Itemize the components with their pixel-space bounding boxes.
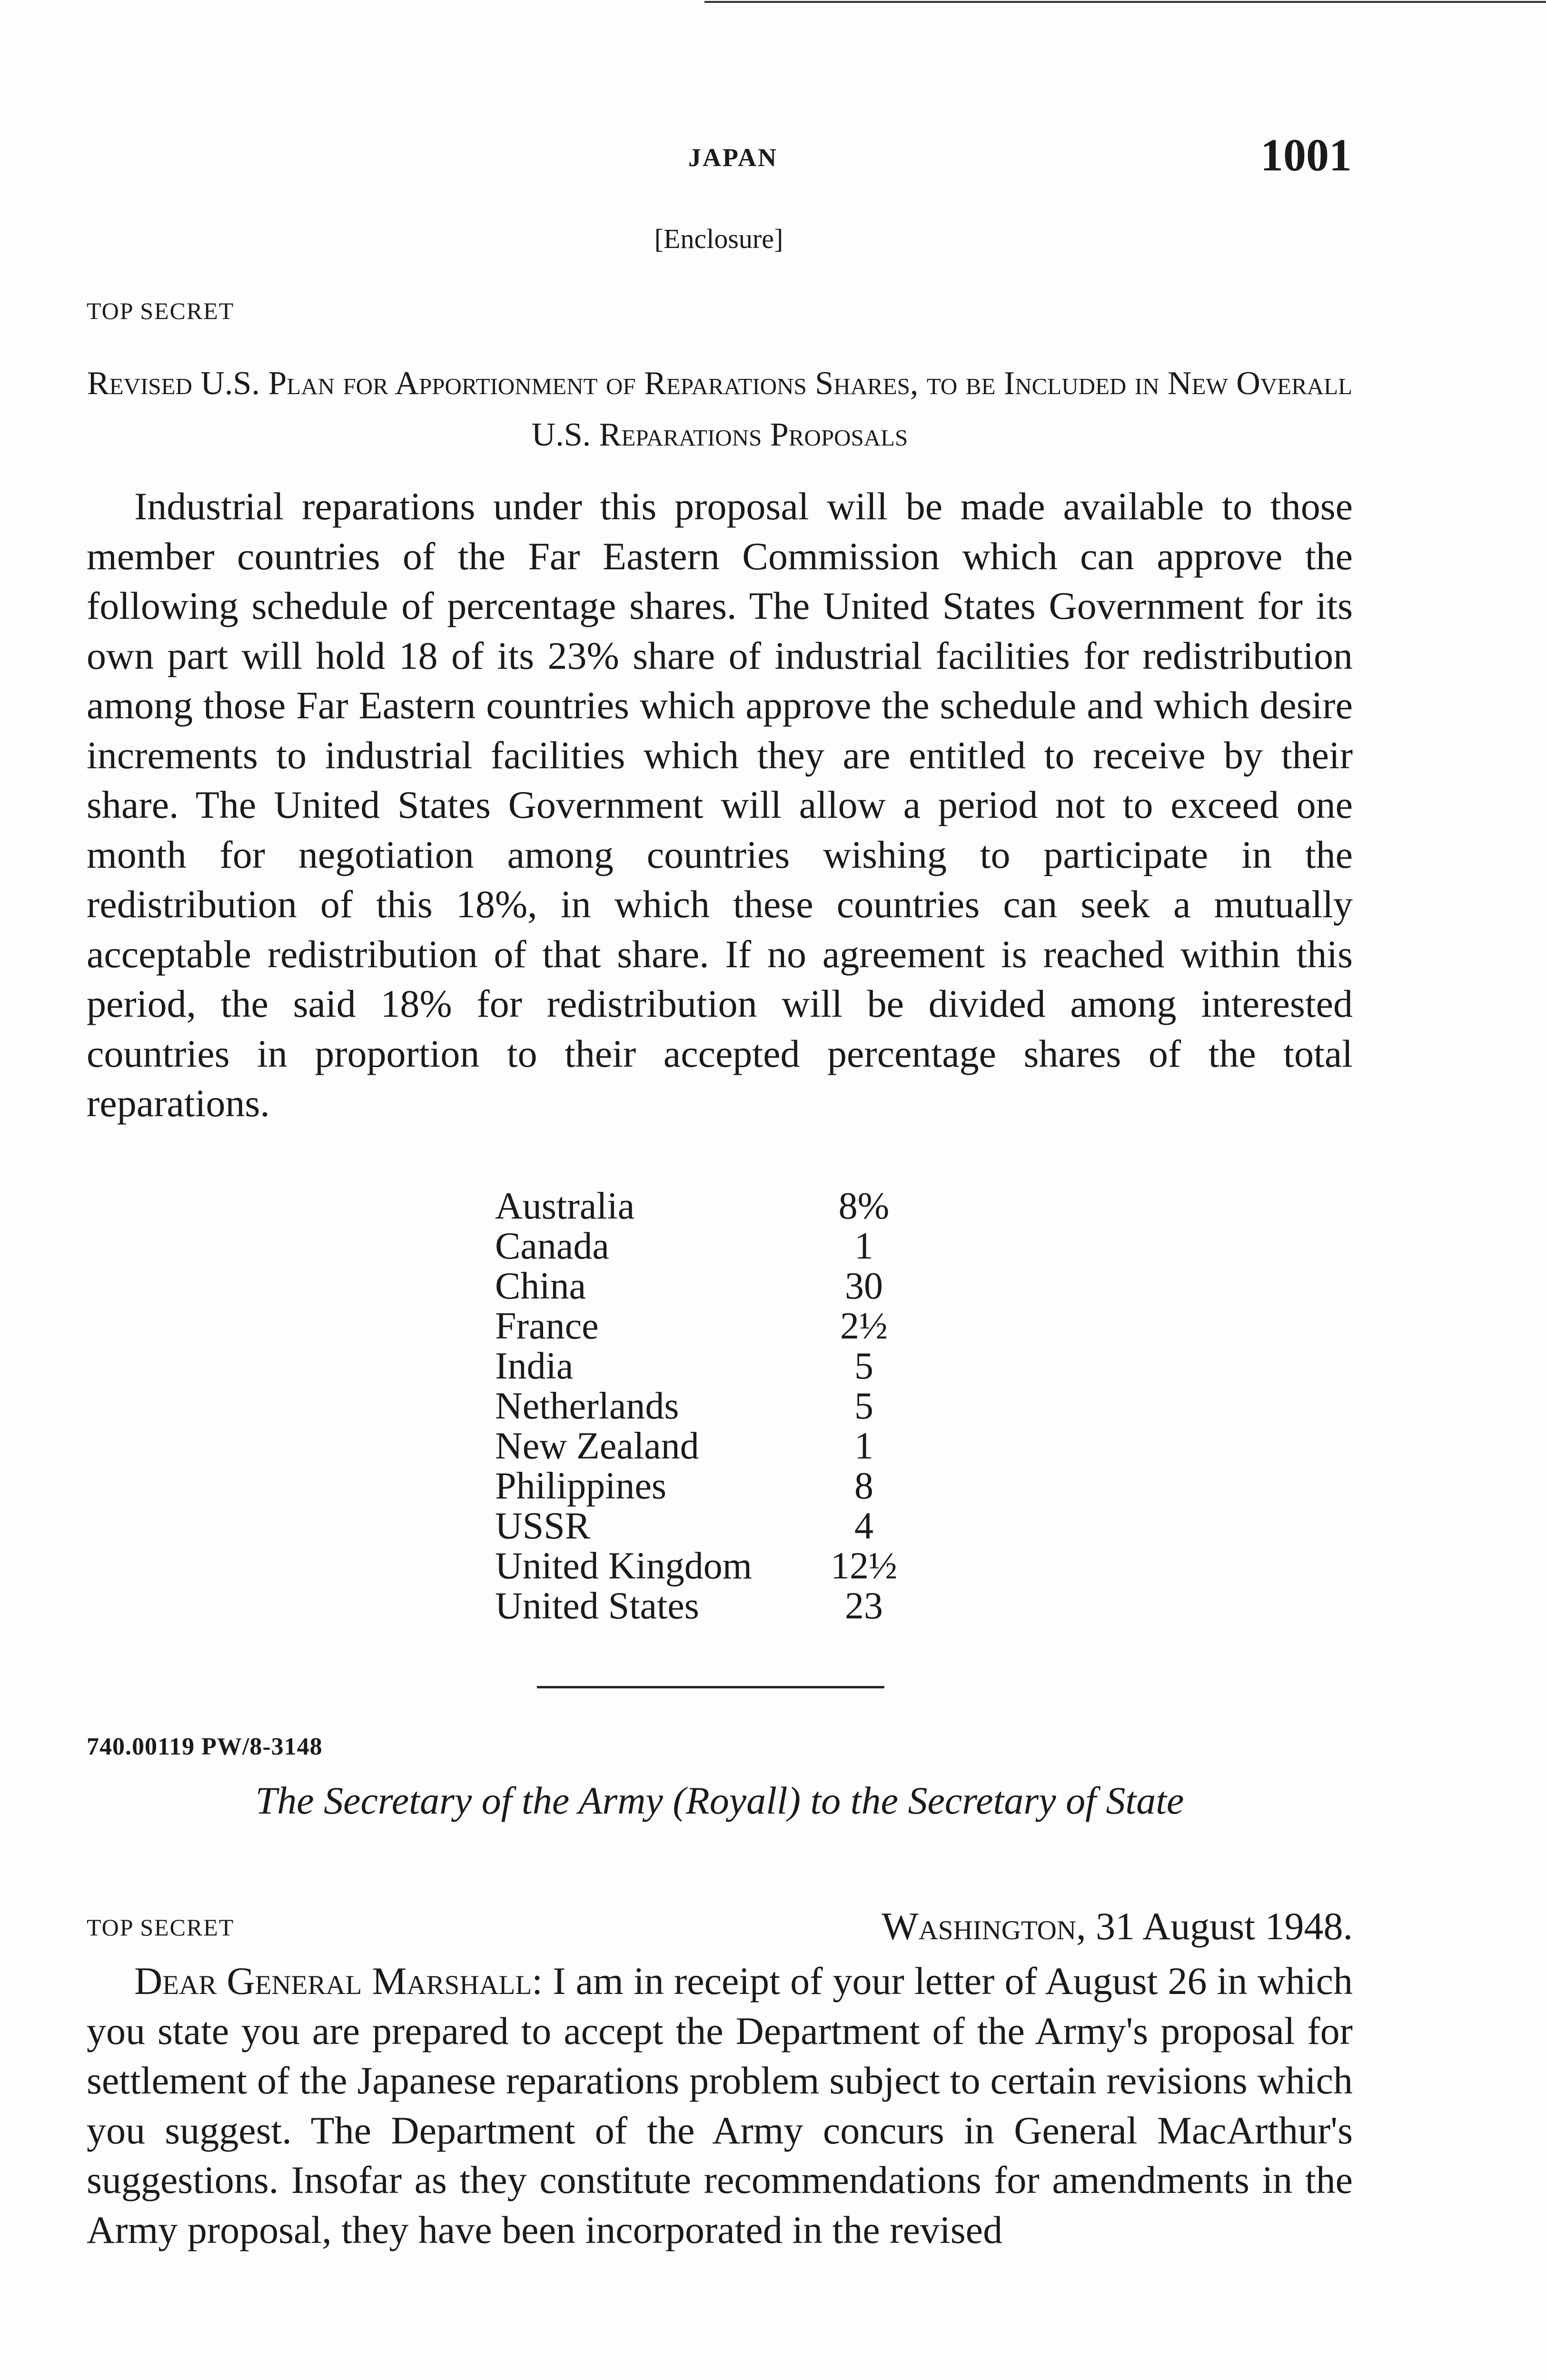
- letter-classification: TOP SECRET: [87, 1914, 235, 1941]
- share-cell: 12½: [831, 1545, 897, 1587]
- body-paragraph: Industrial reparations under this proposal will be made available to those member countries of the Far Eastern Commission which can approve the following schedule of percentage shares. The United States Government for its own part will hold 18 of its 23% share of industrial facilities for redistribution among those Far Eastern countries which approve the schedule and which desire increments to industrial facilities which they are entitled to receive by their share. The United States Government will allow a period not to exceed one month for negotiation among countries wishing to participate in the redistribution of this 18%, in which these countries can seek a mutually acceptable redistribution of that share. If no agreement is reached within this period, the said 18% for redistribution will be divided among interested countries in proportion to their accepted percentage shares of the total reparations.: [87, 485, 1353, 1125]
- letter-dateline: [666, 1904, 1353, 1949]
- table-row: [495, 1546, 923, 1586]
- share-cell: 1: [854, 1425, 873, 1467]
- enclosure-classification: TOP SECRET: [87, 298, 235, 324]
- dateline-date: , 31 August 1948.: [1076, 1904, 1353, 1948]
- page-number: 1001: [1260, 129, 1352, 180]
- share-cell: 8%: [838, 1185, 890, 1227]
- country-cell: United Kingdom: [495, 1545, 752, 1587]
- table-row: [495, 1346, 923, 1386]
- country-cell: Canada: [495, 1225, 609, 1267]
- document-title: Revised U.S. Plan for Apportionment of Reparations Shares, to be Included in New Overall U.S. Reparations Proposals: [87, 365, 1353, 453]
- table-row: [495, 1186, 923, 1226]
- share-cell: 5: [854, 1345, 873, 1387]
- share-cell: 5: [854, 1385, 873, 1427]
- country-cell: Philippines: [495, 1465, 667, 1507]
- enclosure-label: [Enclosure]: [654, 223, 783, 254]
- share-cell: 4: [854, 1505, 873, 1547]
- table-row: [495, 1386, 923, 1426]
- country-cell: France: [495, 1305, 599, 1347]
- letter-body: [87, 1956, 1353, 2255]
- running-header-title: JAPAN: [688, 143, 778, 172]
- country-cell: Australia: [495, 1185, 635, 1227]
- table-row: [495, 1306, 923, 1346]
- table-row: [495, 1226, 923, 1266]
- share-cell: 1: [854, 1225, 873, 1267]
- reparations-shares-table: [495, 1186, 923, 1626]
- country-cell: India: [495, 1345, 574, 1387]
- table-row: [495, 1506, 923, 1546]
- share-cell: 2½: [840, 1305, 888, 1347]
- section-divider: [537, 1686, 884, 1688]
- share-cell: 30: [845, 1265, 883, 1307]
- file-number: 740.00119 PW/8-3148: [87, 1733, 323, 1760]
- letter-text: : I am in receipt of your letter of August 26 in which you state you are prepared to accept the Department of the Army's proposal for settlement of the Japanese reparations problem subject to certain revisions which you suggest. The Department of the Army concurs in General MacArthur's suggestions. Insofar as they constitute recommendations for amendments in the Army proposal, they have been incorporated in the revised: [87, 1959, 1353, 2251]
- share-cell: 23: [845, 1585, 883, 1627]
- country-cell: China: [495, 1265, 586, 1307]
- dateline-place: Washington: [882, 1904, 1077, 1948]
- country-cell: USSR: [495, 1505, 591, 1547]
- top-rule: [704, 1, 1546, 3]
- letter-salutation: Dear General Marshall: [134, 1959, 532, 2003]
- table-row: [495, 1466, 923, 1506]
- share-cell: 8: [854, 1465, 873, 1507]
- country-cell: Netherlands: [495, 1385, 679, 1427]
- table-row: [495, 1586, 923, 1626]
- table-row: [495, 1426, 923, 1466]
- country-cell: United States: [495, 1585, 699, 1627]
- country-cell: New Zealand: [495, 1425, 699, 1467]
- letter-heading: The Secretary of the Army (Royall) to the Secretary of State: [255, 1779, 1184, 1822]
- table-row: [495, 1266, 923, 1306]
